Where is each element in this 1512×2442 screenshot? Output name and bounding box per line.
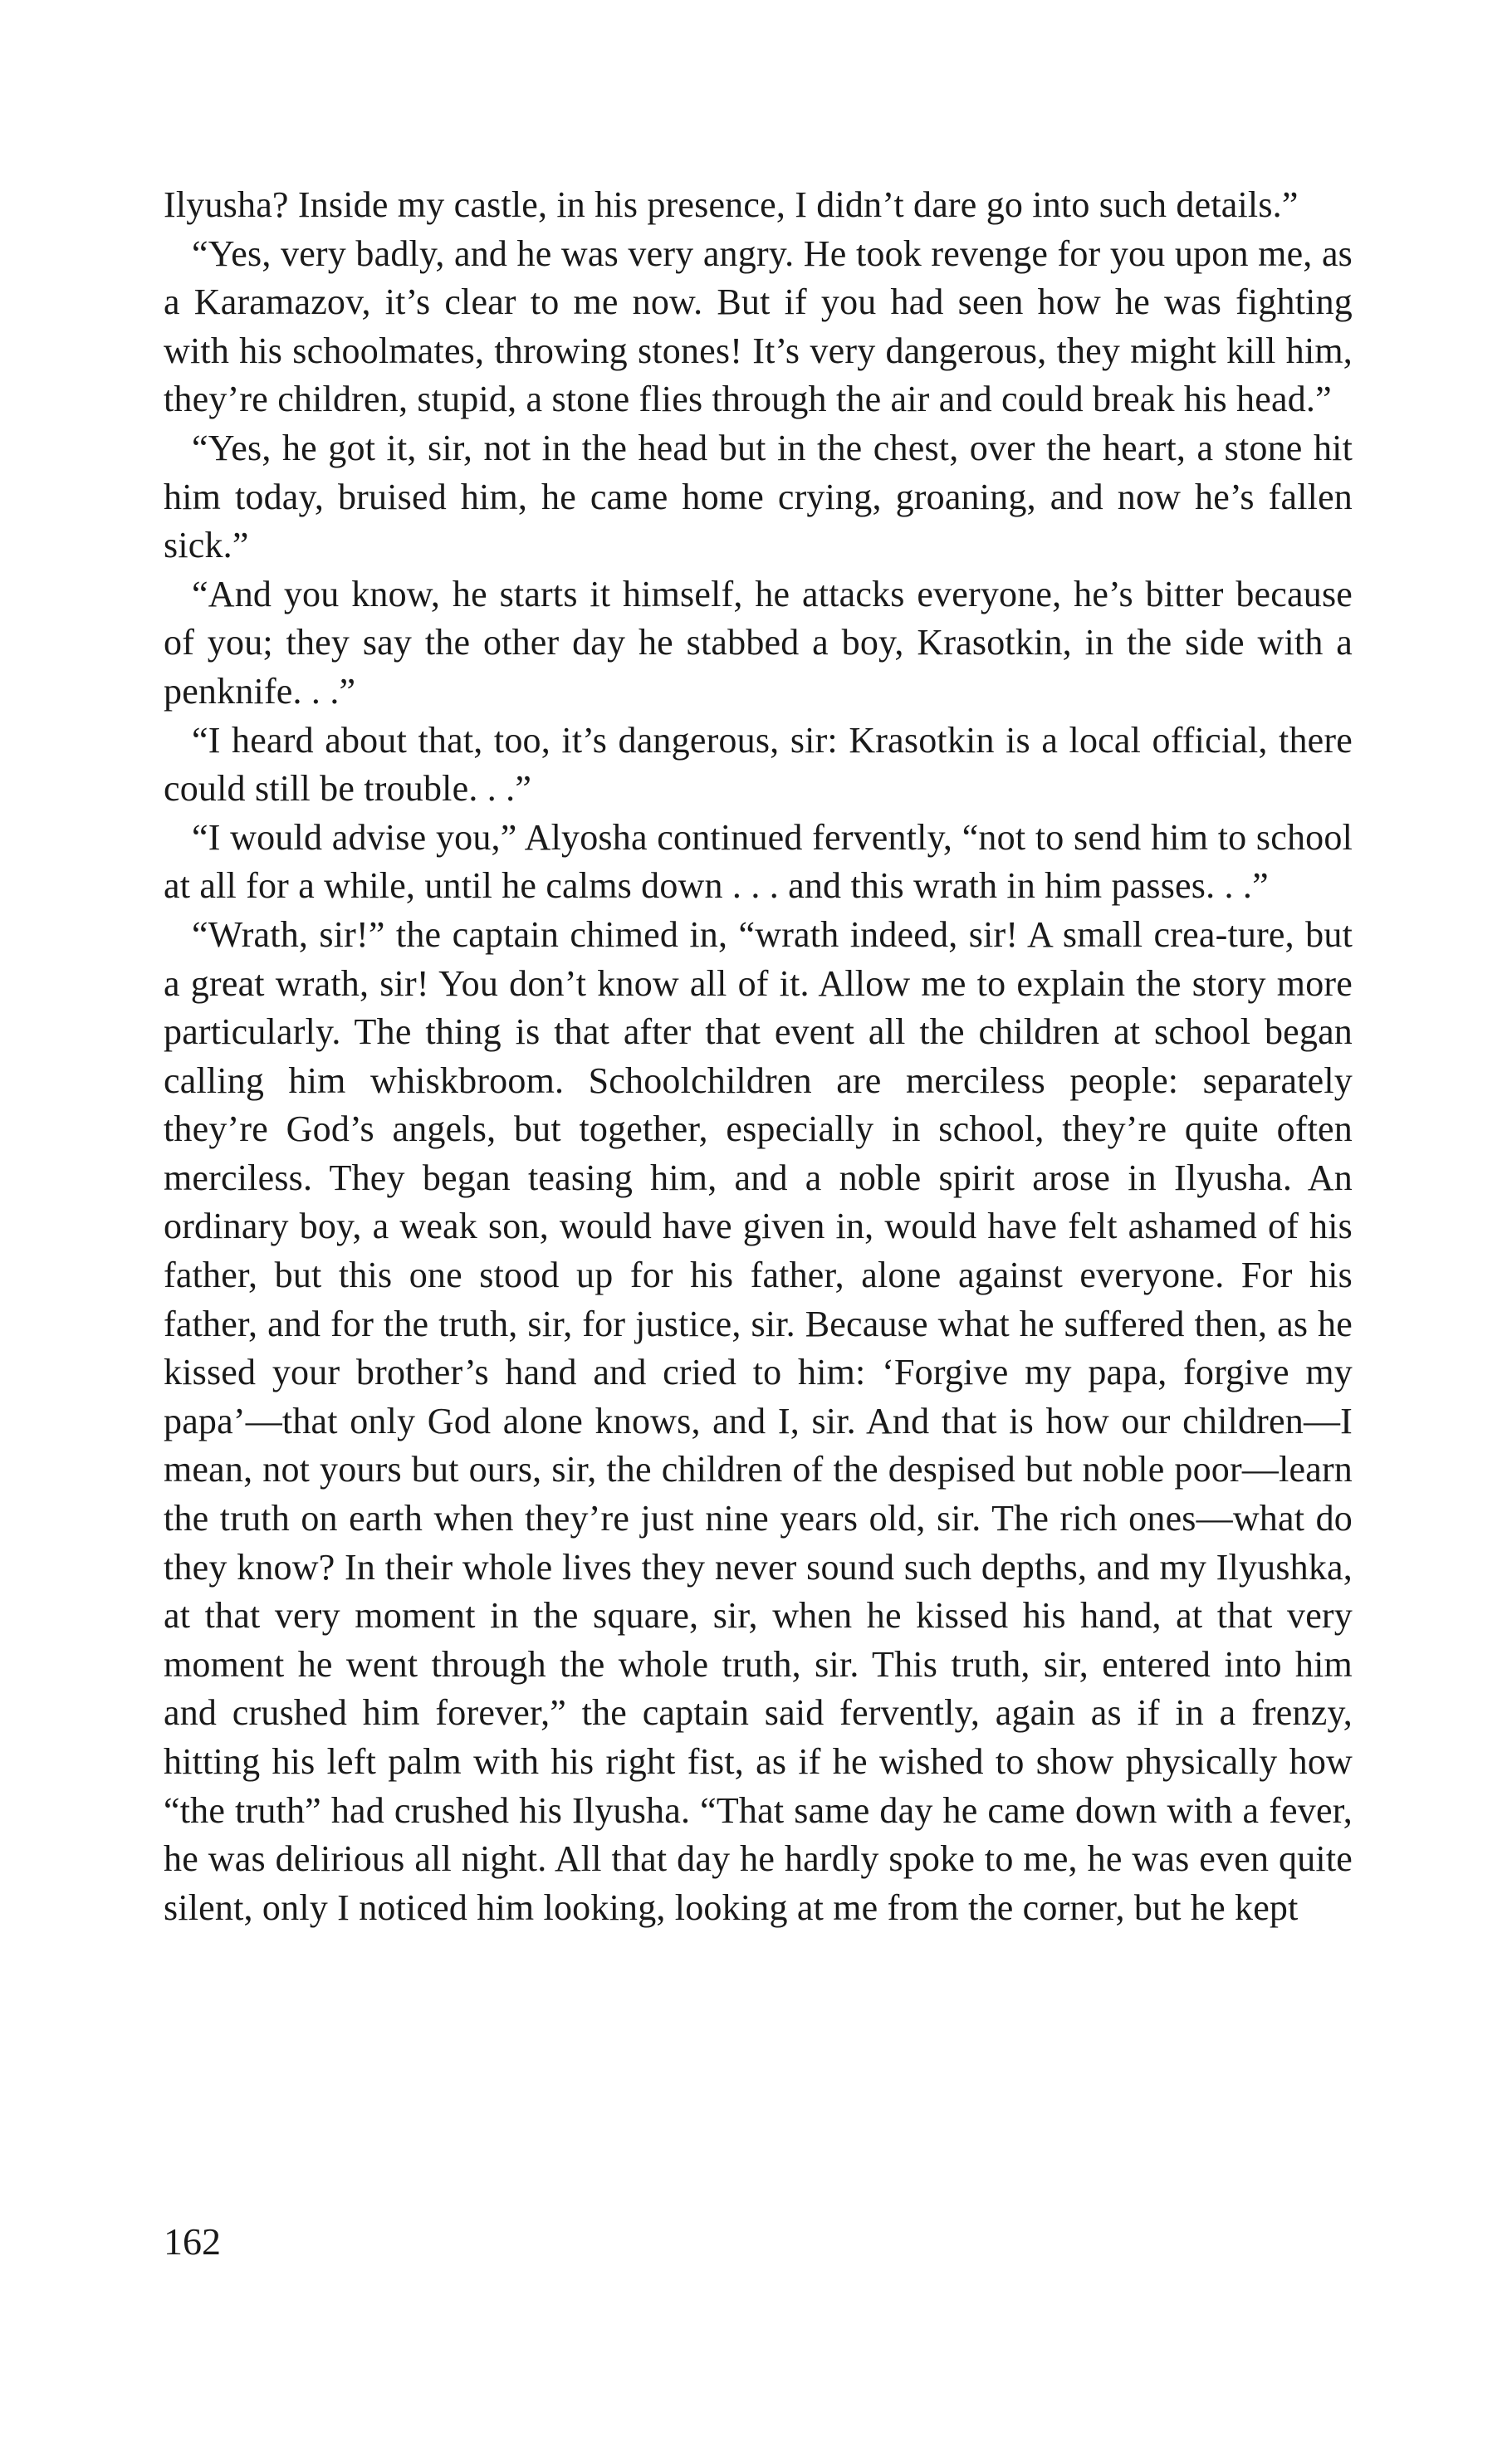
paragraph: “Wrath, sir!” the captain chimed in, “wrath indeed, sir! A small crea-ture, but a great wrath, sir! You don’t know all of it. Allow me to explain the story more particularly. The thing is that after that event all the children at school began calling him whiskbroom. Schoolchildren are merciless people: separately they’re God’s angels, but together, especially in school, they’re quite often merciless. They began teasing him, and a noble spirit arose in Ilyusha. An ordinary boy, a weak son, would have given in, would have felt ashamed of his father, but this one stood up for his father, alone against everyone. For his father, and for the truth, sir, for justice, sir. Because what he suffered then, as he kissed your brother’s hand and cried to him: ‘Forgive my papa, forgive my papa’—that only God alone knows, and I, sir. And that is how our children—I mean, not yours but ours, sir, the children of the despised but noble poor—learn the truth on earth when they’re just nine years old, sir. The rich ones—what do they know? In their whole lives they never sound such depths, and my Ilyushka, at that very moment in the square, sir, when he kissed his hand, at that very moment he went through the whole truth, sir. This truth, sir, entered into him and crushed him forever,” the captain said fervently, again as if in a frenzy, hitting his left palm with his right fist, as if he wished to show physically how “the truth” had crushed his Ilyusha. “That same day he came down with a fever, he was delirious all night. All that day he hardly spoke to me, he was even quite silent, only I noticed him looking, looking at me from the corner, but he kept	[164, 913, 1353, 1928]
paragraph: “I would advise you,” Alyosha continued fervently, “not to send him to school at all for a while, until he calms down . . . and this wrath in him passes. . .”	[164, 816, 1353, 907]
paragraph: “I heard about that, too, it’s dangerous, sir: Krasotkin is a local official, there could still be trouble. . .”	[164, 719, 1353, 810]
paragraph: “Yes, he got it, sir, not in the head but in the chest, over the heart, a stone hit him today, bruised him, he came home crying, groaning, and now he’s fallen sick.”	[164, 427, 1353, 566]
paragraph-continuation: Ilyusha? Inside my castle, in his presence, I didn’t dare go into such details.”	[164, 184, 1299, 225]
page-body	[164, 181, 1353, 1932]
paragraph: “And you know, he starts it himself, he attacks everyone, he’s bitter because of you; they say the other day he stabbed a boy, Krasotkin, in the side with a penknife. . .”	[164, 573, 1353, 712]
paragraph: “Yes, very badly, and he was very angry. He took revenge for you upon me, as a Karamazov, it’s clear to me now. But if you had seen how he was fighting with his schoolmates, throwing stones! It’s very dangerous, they might kill him, they’re children, stupid, a stone flies through the air and could break his head.”	[164, 232, 1353, 420]
page-number: 162	[164, 2220, 221, 2263]
